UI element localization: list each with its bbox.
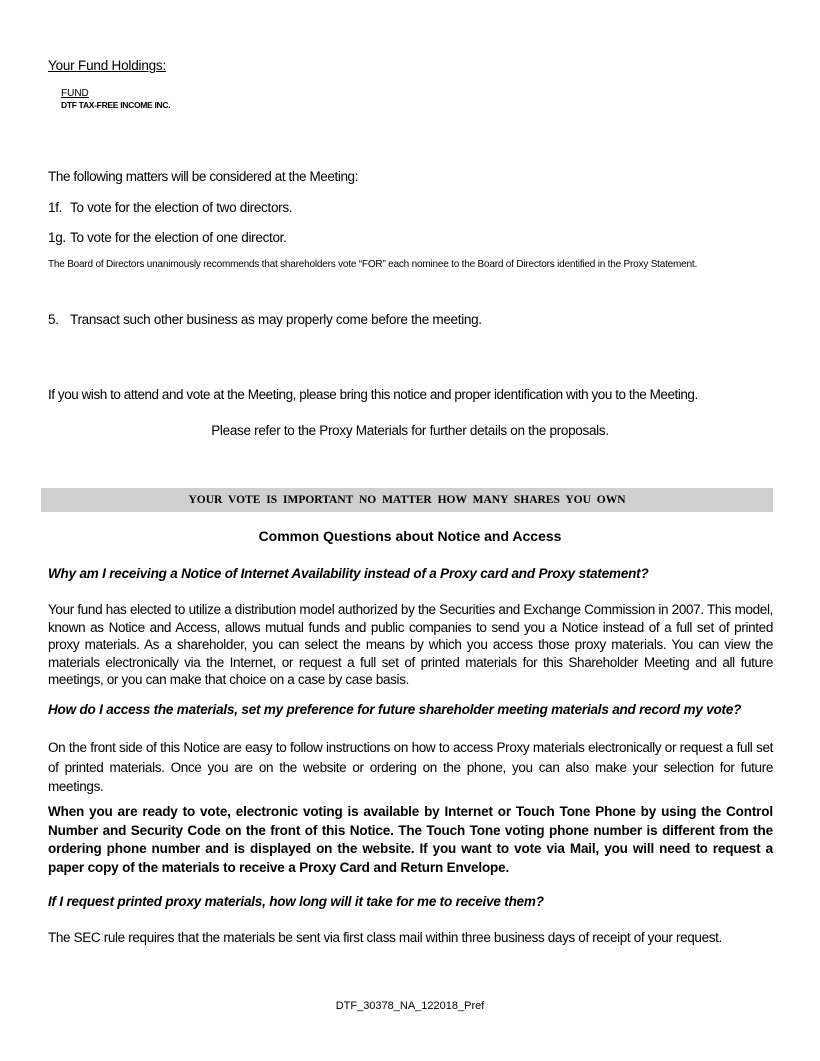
- proposal-item: [48, 200, 292, 215]
- proposal-text: Transact such other business as may properly come before the meeting.: [70, 312, 482, 327]
- proposal-number: 1f.: [48, 200, 63, 215]
- refer-note: Please refer to the Proxy Materials for further details on the proposals.: [211, 423, 609, 438]
- proposal-number: 5.: [48, 312, 59, 327]
- vote-banner-text: YOUR VOTE IS IMPORTANT NO MATTER HOW MANY SHARES YOU OWN: [188, 494, 626, 506]
- board-recommendation: The Board of Directors unanimously recommends that shareholders vote “FOR” each nominee to the Board of Directors identified in the Proxy Statement.: [48, 259, 698, 270]
- faq-answer-voting: When you are ready to vote, electronic voting is available by Internet or Touch Tone Phone by using the Control Number and Security Code on the front of this Notice. The Touch Tone voting phone number is different from the ordering phone number and is displayed on the website. If you want to vote via Mail, you will need to request a paper copy of the materials to receive a Proxy Card and Return Envelope.: [48, 804, 773, 875]
- proposal-number: 1g.: [48, 230, 66, 245]
- fund-column-header: FUND: [61, 88, 89, 99]
- faq-question: If I request printed proxy materials, how long will it take for me to receive them?: [48, 894, 544, 909]
- fund-name: DTF TAX-FREE INCOME INC.: [61, 100, 171, 110]
- proposal-text: To vote for the election of one director.: [70, 230, 287, 245]
- proposal-text: To vote for the election of two directors.: [70, 200, 293, 215]
- faq-answer: On the front side of this Notice are easy to follow instructions on how to access Proxy materials electronically or request a full set of printed materials. Once you are on the website or ordering on the phone, you can also make your selection for future meetings.: [48, 740, 773, 794]
- document-code-footer: DTF_30378_NA_122018_Pref: [335, 1000, 485, 1012]
- faq-question: Why am I receiving a Notice of Internet Availability instead of a Proxy card and Proxy statement?: [48, 566, 649, 581]
- proposal-item: [48, 312, 482, 327]
- faq-heading: Common Questions about Notice and Access: [258, 528, 562, 544]
- fund-holdings-title: Your Fund Holdings:: [48, 58, 167, 73]
- faq-question: How do I access the materials, set my preference for future shareholder meeting materials and record my vote?: [48, 702, 742, 717]
- faq-answer: Your fund has elected to utilize a distribution model authorized by the Securities and Exchange Commission in 2007. This model, known as Notice and Access, allows mutual funds and public companies to send you a Notice instead of a full set of printed proxy materials. As a shareholder, you can select the means by which you access those proxy materials. You can view the materials electronically via the Internet, or request a full set of printed materials for this Shareholder Meeting and all future meetings, or you can make that choice on a case by case basis.: [48, 602, 773, 687]
- faq-answer: The SEC rule requires that the materials be sent via first class mail within three business days of receipt of your request.: [48, 930, 722, 945]
- attend-note: If you wish to attend and vote at the Meeting, please bring this notice and proper identification with you to the Meeting.: [48, 387, 698, 402]
- meeting-intro: The following matters will be considered at the Meeting:: [48, 169, 359, 184]
- proposal-item: [48, 230, 287, 245]
- vote-banner: [41, 488, 773, 512]
